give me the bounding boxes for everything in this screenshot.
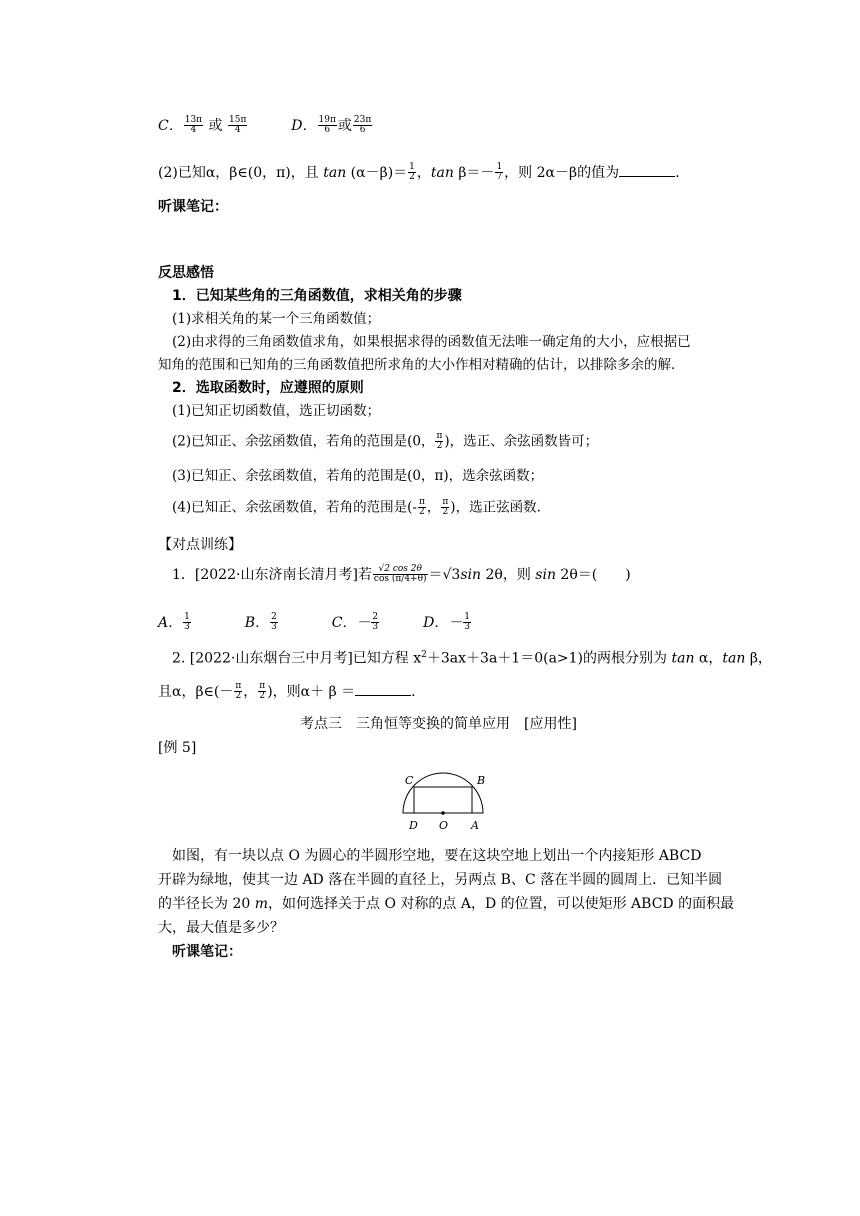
training-q1-options: A． $\frac{1}{3}$ B． $\frac{2}{3}$ C．－ $\frac{2}{3}$ D．－ $\frac{1}{3}$ [158, 612, 471, 633]
reflection-step-2b: 知角的范围和已知角的三角函数值把所求角的大小作相对精确的估计，以排除多余的解． [158, 357, 685, 373]
reflection-step-2a: (2)由求得的三角函数值求角，如果根据求得的函数值无法唯一确定角的大小，应根据已 [172, 334, 691, 350]
option-d-frac2: $\frac{23\pi}{6}$ [353, 115, 372, 136]
option-c-or: 或 [208, 117, 223, 134]
option-c-frac2: $\frac{15\pi}{4}$ [229, 115, 247, 136]
reflection-rule-4: (4)已知正、余弦函数值，若角的范围是(- $\frac{\pi}{2}$ ， $\frac{\pi}{2}$ )，选正弦函数． [172, 497, 551, 518]
label-d: D [409, 819, 418, 832]
q2-frac1: $\frac{1}{2}$ [409, 162, 415, 183]
training-title: 【对点训练】 [158, 537, 242, 553]
problem-line-1: 如图，有一块以点 O 为圆心的半圆形空地，要在这块空地上划出一个内接矩形 ABCD [172, 848, 702, 864]
q2-frac2: $\frac{1}{7}$ [496, 162, 503, 183]
rectangle-abcd [414, 787, 472, 813]
notes-label: 听课笔记： [158, 199, 228, 215]
training-q2-line2: 且α，β∈(－ $\frac{\pi}{2}$ ， $\frac{\pi}{2}$ )，则α＋ β ＝ . [158, 681, 416, 702]
reflection-step-1: (1)求相关角的某一个三角函数值； [172, 311, 381, 327]
reflection-rule-2: (2)已知正、余弦函数值，若角的范围是(0， $\frac{\pi}{2}$ )，选正、余弦函数皆可； [172, 431, 599, 452]
label-b: B [477, 774, 486, 787]
option-c-label: C． [158, 117, 183, 134]
problem-line-3: 的半径长为 20 m，如何选择关于点 O 对称的点 A，D 的位置，可以使矩形 ABCD 的面积最 [158, 896, 735, 912]
center-point-o [441, 811, 445, 815]
reflection-heading-1: 1．已知某些角的三角函数值，求相关角的步骤 [172, 288, 462, 304]
training-q2-line1: 2. [2022·山东烟台三中月考]已知方程 $x^2+3ax+3a+1=0(a>1)$的两根分别为 tan α，tan β， [172, 650, 772, 667]
option-d-or: 或 [337, 117, 352, 134]
semicircle [403, 773, 486, 813]
label-c: C [405, 774, 414, 787]
reflection-rule-3: (3)已知正、余弦函数值，若角的范围是(0，π)，选余弦函数； [172, 468, 544, 484]
reflection-heading-2: 2．选取函数时，应遵照的原则 [172, 380, 364, 396]
option-d-label: D． [291, 117, 317, 134]
reflection-rule-1: (1)已知正切函数值，选正切函数； [172, 403, 381, 419]
semicircle-rectangle-figure [388, 745, 498, 835]
question-2: (2)已知α，β∈(0，π)，且 tan (α－β)＝ $\frac{1}{2}$ ，tan β＝－ $\frac{1}{7}$ ，则 2α－β的值为 . [158, 162, 680, 183]
example-label: [例 5] [158, 740, 197, 756]
section-3-heading: 考点三 三角恒等变换的简单应用 [应用性] [300, 716, 577, 732]
option-row-cd [158, 116, 373, 136]
option-d-frac1: $\frac{19\pi}{6}$ [318, 115, 336, 136]
answer-blank [619, 164, 675, 177]
answer-blank-2 [355, 683, 411, 696]
option-c-frac1: $\frac{13\pi}{4}$ [184, 115, 203, 136]
label-a: A [471, 819, 479, 832]
reflection-title: 反思感悟 [158, 265, 214, 281]
problem-line-2: 开辟为绿地，使其一边 AD 落在半圆的直径上，另两点 B、C 落在半圆的圆周上．已知半圆 [158, 872, 723, 888]
training-q1: 1．[2022·山东济南长清月考]若 $\frac{√2 \cos 2\theta}{\cos (\pi/4+\theta)}$ ＝√3sin 2θ，则 sin 2θ＝( ) [172, 564, 631, 585]
label-o: O [439, 819, 449, 832]
problem-line-4: 大，最大值是多少？ [158, 920, 284, 936]
notes-label-2: 听课笔记： [172, 944, 242, 960]
